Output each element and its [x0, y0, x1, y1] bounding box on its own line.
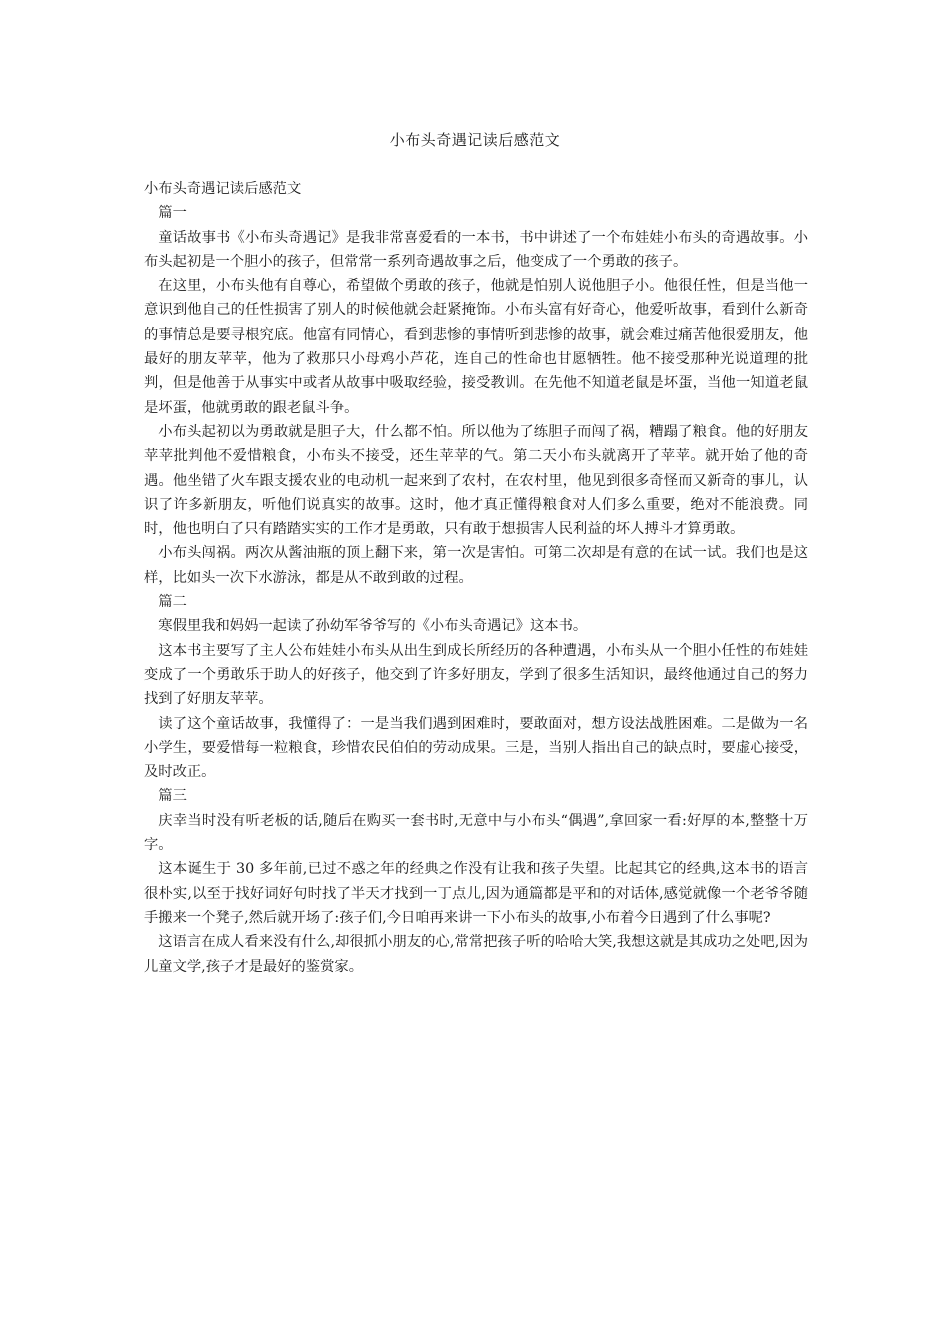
- paragraph: 在这里，小布头他有自尊心，希望做个勇敢的孩子，他就是怕别人说他胆子小。他很任性，但是当他一意识到他自己的任性损害了别人的时候他就会赶紧掩饰。小布头富有好奇心，他爱听故事，看到什么新奇的事情总是要寻根究底。他富有同情心，看到悲惨的事情听到悲惨的故事，就会难过痛苦他很爱朋友，他最好的朋友苹苹，他为了救那只小母鸡小芦花，连自己的性命也甘愿牺牲。他不接受那种光说道理的批判，但是他善于从事实中或者从故事中吸取经验，接受教训。在先他不知道老鼠是坏蛋，当他一知道老鼠是坏蛋，他就勇敢的跟老鼠斗争。: [144, 278, 808, 416]
- paragraph: 小布头闯祸。两次从酱油瓶的顶上翻下来，第一次是害怕。可第二次却是有意的在试一试。我们也是这样，比如头一次下水游泳，都是从不敢到敢的过程。: [144, 545, 808, 586]
- section-heading-three: 篇三: [158, 788, 187, 805]
- document-body: [144, 177, 808, 979]
- paragraph: 寒假里我和妈妈一起读了孙幼军爷爷写的《小布头奇遇记》这本书。: [158, 618, 588, 635]
- page-title: 小布头奇遇记读后感范文: [389, 131, 561, 149]
- section-heading-two: 篇二: [158, 594, 187, 611]
- paragraph: 这本诞生于 30 多年前,已过不惑之年的经典之作没有让我和孩子失望。比起其它的经典,这本书的语言很朴实,以至于找好词好句时找了半天才找到一丁点儿,因为通篇都是平和的对话体,感觉就像一个老爷爷随手搬来一个凳子,然后就开场了:孩子们,今日咱再来讲一下小布头的故事,小布着今日遇到了什么事呢?: [144, 861, 808, 926]
- document-subtitle: 小布头奇遇记读后感范文: [144, 181, 302, 197]
- paragraph: 童话故事书《小布头奇遇记》是我非常喜爱看的一本书，书中讲述了一个布娃娃小布头的奇遇故事。小布头起初是一个胆小的孩子，但常常一系列奇遇故事之后，他变成了一个勇敢的孩子。: [144, 229, 808, 270]
- paragraph: 读了这个童话故事，我懂得了：一是当我们遇到困难时，要敢面对，想方设法战胜困难。二是做为一名小学生，要爱惜每一粒粮食，珍惜农民伯伯的劳动成果。三是，当别人指出自己的缺点时，要虚心接受，及时改正。: [144, 715, 808, 781]
- paragraph: 这本书主要写了主人公布娃娃小布头从出生到成长所经历的各种遭遇，小布头从一个胆小任性的布娃娃变成了一个勇敢乐于助人的好孩子，他交到了许多好朋友，学到了很多生活知识，最终他通过自己的努力找到了好朋友苹苹。: [144, 642, 808, 708]
- paragraph: 这语言在成人看来没有什么,却很抓小朋友的心,常常把孩子听的哈哈大笑,我想这就是其成功之处吧,因为儿童文学,孩子才是最好的鉴赏家。: [144, 934, 808, 975]
- paragraph: 小布头起初以为勇敢就是胆子大，什么都不怕。所以他为了练胆子而闯了祸，糟蹋了粮食。他的好朋友苹苹批判他不爱惜粮食，小布头不接受，还生苹苹的气。第二天小布头就离开了苹苹。就开始了他的奇遇。他坐错了火车跟支援农业的电动机一起来到了农村，在农村里，他见到很多奇怪而又新奇的事儿，认识了许多新朋友，听他们说真实的故事。这时，他才真正懂得粮食对人们多么重要，绝对不能浪费。同时，他也明白了只有踏踏实实的工作才是勇敢，只有敢于想损害人民利益的坏人搏斗才算勇敢。: [144, 423, 808, 538]
- paragraph: 庆幸当时没有听老板的话,随后在购买一套书时,无意中与小布头“偶遇”,拿回家一看:好厚的本,整整十万字。: [144, 812, 808, 854]
- section-heading-one: 篇一: [158, 205, 187, 222]
